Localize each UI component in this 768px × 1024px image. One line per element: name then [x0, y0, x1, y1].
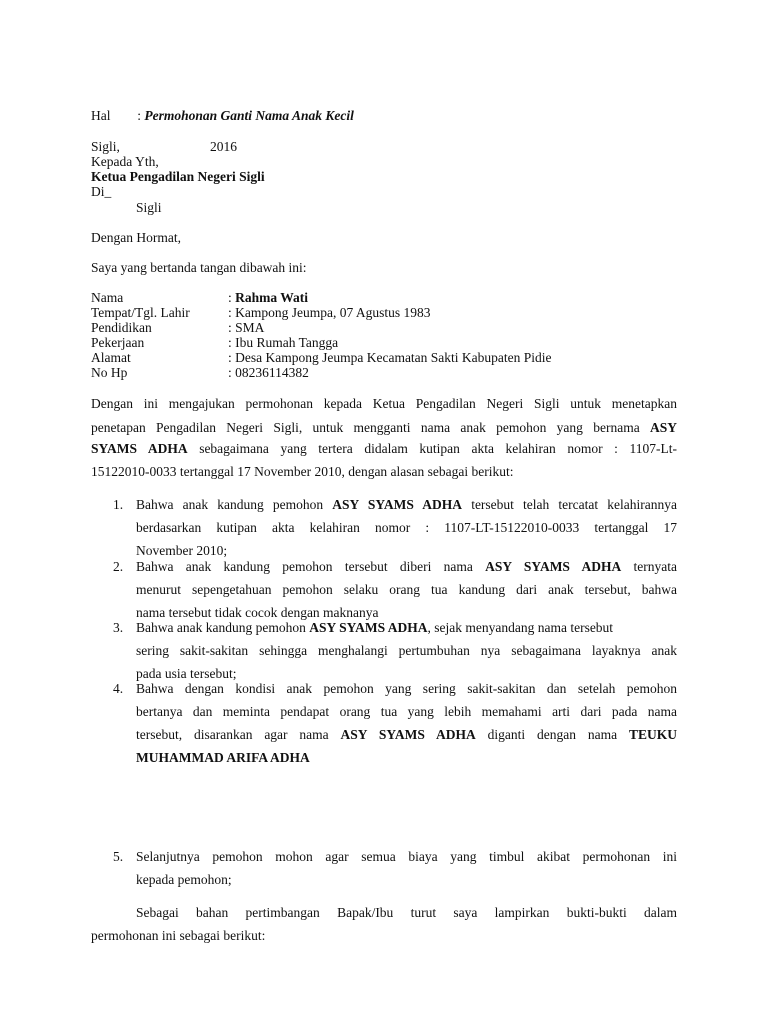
identity-label: Pekerjaan: [91, 335, 145, 350]
identity-label: No Hp: [91, 365, 128, 380]
reason-number: 3.: [113, 620, 124, 635]
recipient-salutation: Kepada Yth,: [91, 154, 159, 169]
child-name: ASY SYAMS ADHA: [309, 620, 428, 635]
body-line: SYAMS ADHA sebagaimana yang tertera didalam kutipan akta kelahiran nomor : 1107-Lt-: [91, 441, 677, 456]
identity-label: Alamat: [91, 350, 131, 365]
subject-label: Hal: [91, 108, 111, 123]
identity-label: Nama: [91, 290, 124, 305]
recipient-name: Ketua Pengadilan Negeri Sigli: [91, 169, 265, 184]
subject-separator: :: [137, 108, 142, 123]
subject-line: [91, 108, 354, 124]
child-name: ASY: [649, 420, 677, 435]
identity-value: : SMA: [228, 320, 265, 335]
child-name: SYAMS ADHA: [91, 441, 188, 456]
intro: Saya yang bertanda tangan dibawah ini:: [91, 260, 307, 275]
identity-label: Pendidikan: [91, 320, 152, 335]
child-name: ASY SYAMS ADHA: [485, 559, 622, 574]
reason-number: 2.: [113, 559, 124, 574]
new-name: MUHAMMAD ARIFA ADHA: [136, 750, 310, 765]
reason-number: 5.: [113, 849, 124, 864]
reason-number: 1.: [113, 497, 124, 512]
identity-value: : Rahma Wati: [228, 290, 309, 305]
body-line: penetapan Pengadilan Negeri Sigli, untuk mengganti nama anak pemohon yang bernama ASY: [91, 420, 677, 435]
body-line: 15122010-0033 tertanggal 17 November 2010, dengan alasan sebagai berikut:: [91, 464, 514, 479]
date-year: 2016: [210, 139, 237, 154]
identity-value: : Ibu Rumah Tangga: [228, 335, 339, 350]
body-line: Dengan ini mengajukan permohonan kepada Ketua Pengadilan Negeri Sigli untuk menetapkan: [91, 396, 677, 411]
new-name: TEUKU: [629, 727, 678, 742]
recipient-city: Sigli: [136, 200, 162, 215]
identity-value: : 08236114382: [228, 365, 309, 380]
subject-value: Permohonan Ganti Nama Anak Kecil: [144, 108, 354, 123]
reason-number: 4.: [113, 681, 124, 696]
greeting: Dengan Hormat,: [91, 230, 181, 245]
child-name: ASY SYAMS ADHA: [332, 497, 463, 512]
identity-label: Tempat/Tgl. Lahir: [91, 305, 190, 320]
child-name: ASY SYAMS ADHA: [340, 727, 476, 742]
identity-value: : Kampong Jeumpa, 07 Agustus 1983: [228, 305, 431, 320]
recipient-di: Di_: [91, 184, 112, 199]
date-city: Sigli,: [91, 139, 120, 154]
identity-value: : Desa Kampong Jeumpa Kecamatan Sakti Kabupaten Pidie: [228, 350, 552, 365]
